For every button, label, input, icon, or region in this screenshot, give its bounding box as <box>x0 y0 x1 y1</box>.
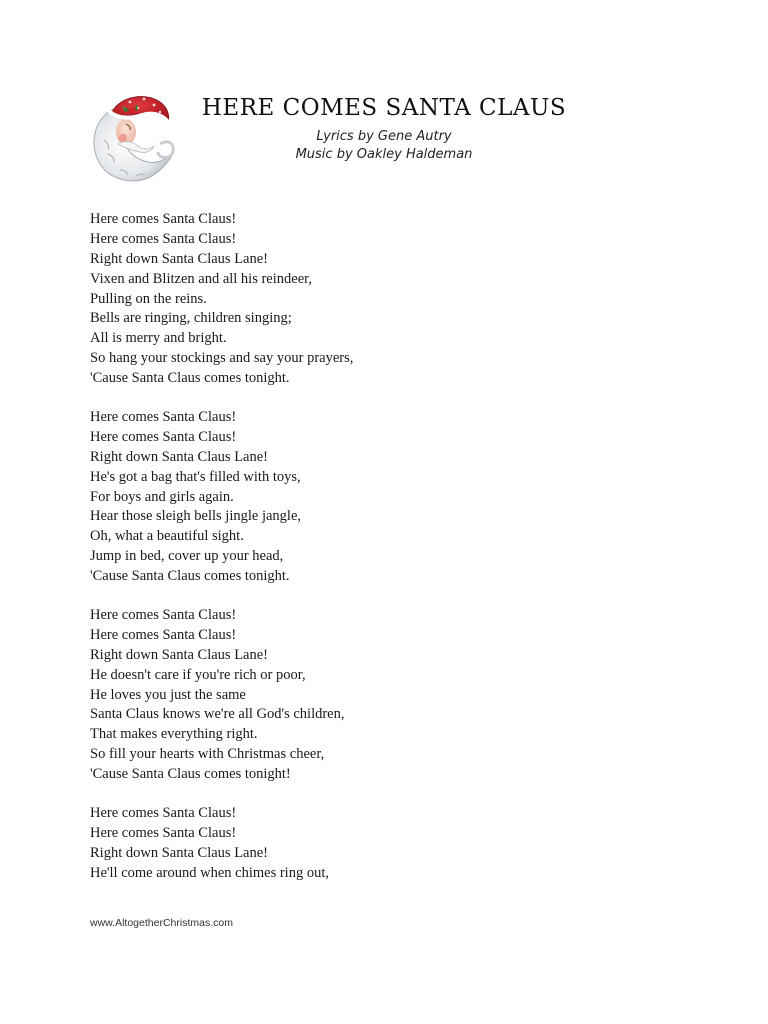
lyric-line: Right down Santa Claus Lane! <box>90 250 269 267</box>
music-credit: Music by Oakley Haldeman <box>295 147 473 162</box>
lyric-line: Here comes Santa Claus! <box>90 824 237 841</box>
lyric-line: Here comes Santa Claus! <box>90 211 237 227</box>
lyric-line: All is merry and bright. <box>90 330 227 347</box>
song-title: HERE COMES SANTA CLAUS <box>201 95 567 121</box>
lyric-line: 'Cause Santa Claus comes tonight. <box>90 568 290 585</box>
lyrics-credit: Lyrics by Gene Autry <box>316 129 452 144</box>
lyric-line: So hang your stockings and say your prayers, <box>90 350 354 367</box>
stanza-1 <box>90 210 690 389</box>
lyric-line: Santa Claus knows we're all God's children, <box>90 706 345 723</box>
lyric-line: 'Cause Santa Claus comes tonight. <box>90 370 290 387</box>
lyric-line: For boys and girls again. <box>90 488 234 505</box>
lyric-line: He'll come around when chimes ring out, <box>90 864 329 881</box>
lyric-line: That makes everything right. <box>90 726 258 743</box>
lyric-line: 'Cause Santa Claus comes tonight! <box>90 766 291 783</box>
lyric-line: Here comes Santa Claus! <box>90 409 237 426</box>
lyric-line: He loves you just the same <box>90 686 246 703</box>
lyric-line: Bells are ringing, children singing; <box>90 310 292 327</box>
lyric-line: Here comes Santa Claus! <box>90 230 237 247</box>
lyric-line: Here comes Santa Claus! <box>90 805 237 822</box>
lyric-line: Here comes Santa Claus! <box>90 607 237 624</box>
santa-moon-icon <box>86 90 178 188</box>
lyric-line: Right down Santa Claus Lane! <box>90 448 269 465</box>
lyric-line: Right down Santa Claus Lane! <box>90 844 269 861</box>
lyric-line: Here comes Santa Claus! <box>90 428 237 445</box>
lyric-line: He's got a bag that's filled with toys, <box>90 468 301 485</box>
stanza-3 <box>90 606 690 785</box>
footer-website: www.AltogetherChristmas.com <box>90 917 233 929</box>
lyrics-body <box>90 210 690 903</box>
stanza-2 <box>90 408 690 587</box>
lyric-line: Right down Santa Claus Lane! <box>90 646 269 663</box>
lyric-line: So fill your hearts with Christmas cheer, <box>90 746 325 763</box>
lyric-line: Hear those sleigh bells jingle jangle, <box>90 508 302 525</box>
lyric-line: Jump in bed, cover up your head, <box>90 548 284 565</box>
lyric-line: Here comes Santa Claus! <box>90 626 237 643</box>
lyric-line: Oh, what a beautiful sight. <box>90 528 244 545</box>
lyric-line: He doesn't care if you're rich or poor, <box>90 666 306 683</box>
lyric-line: Pulling on the reins. <box>90 290 207 307</box>
lyric-line: Vixen and Blitzen and all his reindeer, <box>90 270 313 287</box>
stanza-4 <box>90 804 690 884</box>
